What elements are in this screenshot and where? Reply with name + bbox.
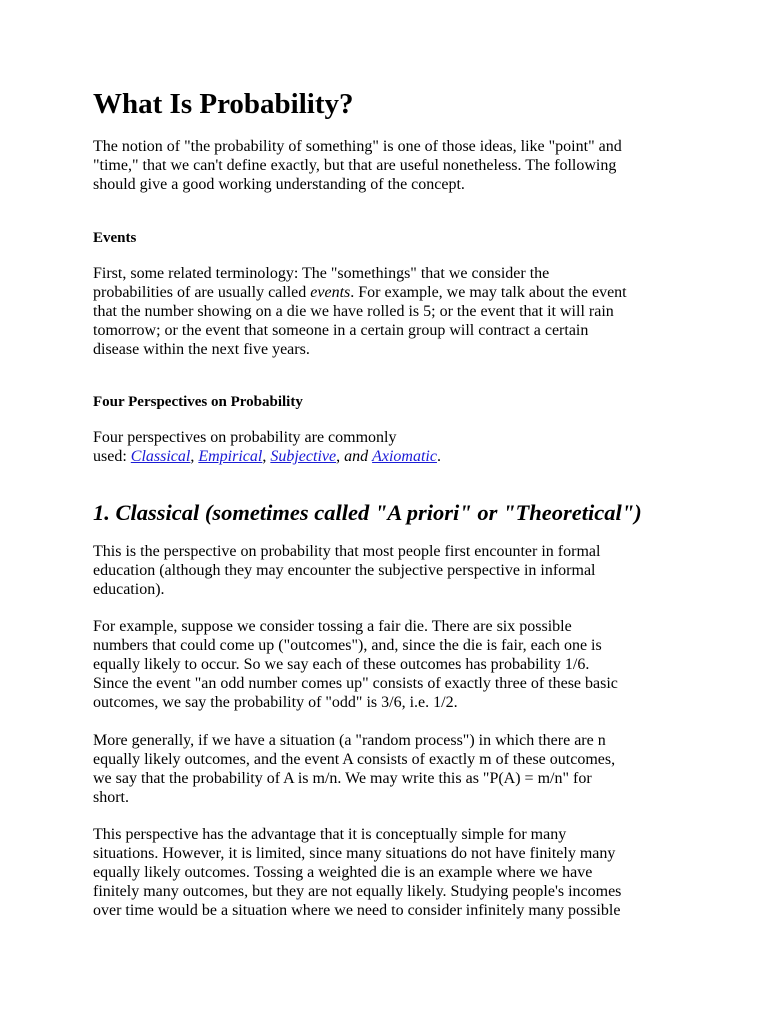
paragraph-line: This is the perspective on probability that most people first encounter in formal — [93, 543, 601, 560]
paragraph-line: outcomes, we say the probability of "odd" is 3/6, i.e. 1/2. — [93, 694, 458, 711]
perspectives-paragraph: Four perspectives on probability are commonly used: Classical, Empirical, Subjective, and Axiomatic. — [93, 429, 441, 465]
events-line: tomorrow; or the event that someone in a certain group will contract a certain — [93, 322, 589, 339]
classical-paragraph-2 — [93, 617, 683, 712]
paragraph-line: over time would be a situation where we need to consider infinitely many possible — [93, 902, 621, 919]
paragraph-line: finitely many outcomes, but they are not equally likely. Studying people's incomes — [93, 883, 622, 900]
perspectives-used-label: used: — [93, 448, 131, 465]
events-line: First, some related terminology: The "somethings" that we consider the — [93, 265, 550, 282]
intro-line: The notion of "the probability of something" is one of those ideas, like "point" and — [93, 138, 622, 155]
events-line-prefix: probabilities of are usually called — [93, 284, 311, 301]
classical-paragraph-1 — [93, 542, 683, 599]
events-paragraph — [93, 264, 683, 359]
link-classical[interactable]: Classical — [130, 448, 191, 465]
paragraph-line: This perspective has the advantage that it is conceptually simple for many — [93, 826, 567, 843]
paragraph-line: situations. However, it is limited, since many situations do not have finitely many — [93, 845, 616, 862]
paragraph-line: education). — [93, 581, 165, 598]
events-line: that the number showing on a die we have rolled is 5; or the event that it will rain — [93, 303, 614, 320]
link-empirical[interactable]: Empirical — [198, 448, 263, 465]
intro-line: should give a good working understanding of the concept. — [93, 176, 465, 193]
events-term: events — [310, 284, 351, 301]
intro-line: "time," that we can't define exactly, but that are useful nonetheless. The following — [93, 157, 617, 174]
page-title: What Is Probability? — [93, 88, 354, 120]
events-heading: Events — [93, 230, 137, 246]
paragraph-line: education (although they may encounter the subjective perspective in informal — [93, 562, 596, 579]
and-text: and — [344, 448, 369, 465]
link-axiomatic[interactable]: Axiomatic — [372, 448, 437, 465]
events-line: disease within the next five years. — [93, 341, 310, 358]
link-subjective[interactable]: Subjective — [270, 448, 337, 465]
paragraph-line: short. — [93, 789, 129, 806]
paragraph-line: Since the event "an odd number comes up" consists of exactly three of these basic — [93, 675, 618, 692]
classical-paragraph-3 — [93, 731, 683, 807]
paragraph-line: equally likely outcomes, and the event A consists of exactly m of these outcomes, — [93, 751, 616, 768]
perspectives-heading: Four Perspectives on Probability — [93, 394, 303, 410]
paragraph-line: More generally, if we have a situation (a "random process") in which there are n — [93, 732, 606, 749]
paragraph-line: equally likely to occur. So we say each of these outcomes has probability 1/6. — [93, 656, 590, 673]
paragraph-line: equally likely outcomes. Tossing a weighted die is an example where we have — [93, 864, 593, 881]
paragraph-line: numbers that could come up ("outcomes"), and, since the die is fair, each one is — [93, 637, 602, 654]
paragraph-line: For example, suppose we consider tossing a fair die. There are six possible — [93, 618, 572, 635]
perspectives-line: Four perspectives on probability are commonly — [93, 429, 397, 446]
events-line-suffix: . For example, we may talk about the event — [350, 284, 627, 301]
classical-heading: 1. Classical (sometimes called "A priori" or "Theoretical") — [93, 500, 642, 525]
paragraph-line: we say that the probability of A is m/n. We may write this as "P(A) = m/n" for — [93, 770, 592, 787]
intro-paragraph — [93, 137, 683, 194]
classical-paragraph-4 — [93, 825, 683, 920]
